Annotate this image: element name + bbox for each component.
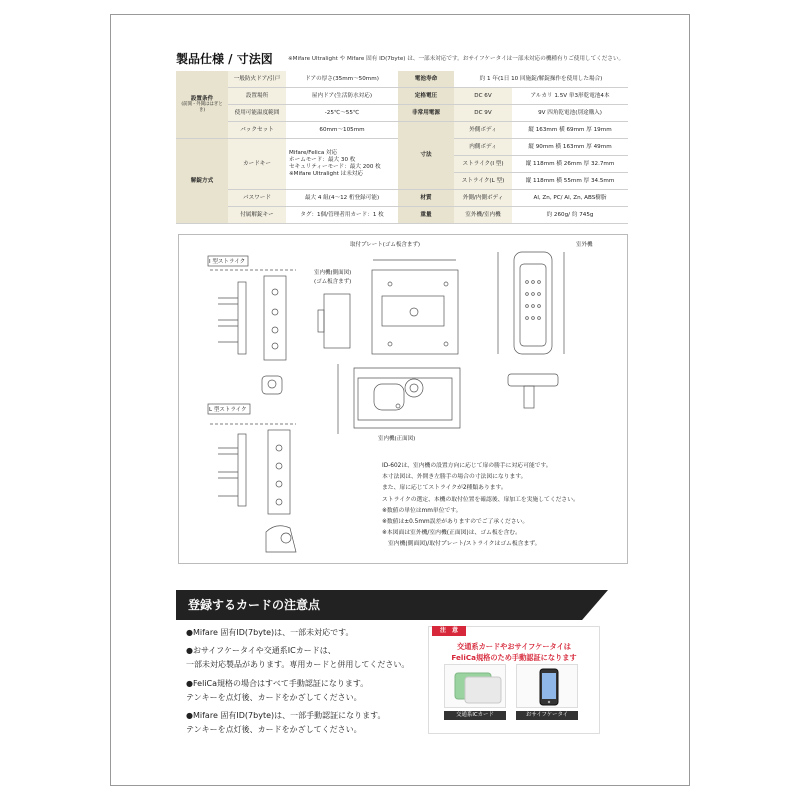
l-strike-label: L 型ストライク bbox=[209, 407, 247, 413]
spec-table bbox=[176, 71, 628, 224]
voltage-value: アルカリ 1.5V 単3形乾電池4本 bbox=[512, 88, 628, 105]
install-label: 設置条件 (前開・外開ははぎとき) bbox=[176, 71, 228, 139]
dim-value: 縦 163mm 横 69mm 厚 19mm bbox=[512, 122, 628, 139]
battery-life-value: 約 1 年(1日 10 回施錠/解錠操作を使用した場合) bbox=[454, 71, 628, 88]
attention-text: 交通系カードやおサイフケータイは FeliCa規格のため手動認証になります bbox=[451, 642, 577, 662]
spec-title: 製品仕様 / 寸法図 bbox=[176, 52, 273, 66]
spec-note: ※Mifare Ultralight や Mifare 固有 ID(7byte) は、一部未対応です。おサイフケータイは一部未対応の機種有りご使用してください。 bbox=[288, 56, 625, 62]
bullet-line: ●Mifare 固有ID(7byte)は、一部手動認証になります。 bbox=[186, 711, 386, 721]
bullet-line: ●Mifare 固有ID(7byte)は、一部未対応です。 bbox=[186, 628, 354, 637]
bullet-line: 一部未対応製品があります。専用カードと併用してください。 bbox=[186, 660, 410, 670]
phone-image bbox=[516, 664, 578, 708]
indoor-side-sub-label: (ゴム板含まず) bbox=[314, 279, 352, 285]
emergency-value: 9V 四角乾電池(別途購入) bbox=[512, 105, 628, 122]
weight-key: 重量 bbox=[398, 207, 454, 224]
note-line: 室内機(側面図)/取付プレート/ストライクはゴム板含まず。 bbox=[388, 541, 541, 548]
note-line: ※本図面は室外機/室内機(正面図)は、ゴム板を含む。 bbox=[382, 530, 521, 537]
battery-life-key: 電池寿命 bbox=[398, 71, 454, 88]
note-line: ID-602は、室内機の設置方向に応じて扉の勝手に対応可能です。 bbox=[382, 463, 552, 469]
dim-value: 縦 90mm 横 163mm 厚 49mm bbox=[512, 139, 628, 156]
weight-part: 室外機/室内機 bbox=[454, 207, 512, 224]
install-key: バックセット bbox=[228, 122, 286, 139]
emergency-key: 非常用電源 bbox=[398, 105, 454, 122]
attention-tag: 注 意 bbox=[432, 626, 466, 636]
install-value: -25℃〜55℃ bbox=[286, 105, 398, 122]
phone-caption: おサイフケータイ bbox=[516, 711, 578, 720]
note-line: ※数値は±0.5mm誤差がありますのでご了承ください。 bbox=[382, 519, 529, 526]
voltage-dc: DC 6V bbox=[454, 88, 512, 105]
dim-part: ストライク(L 型) bbox=[454, 173, 512, 190]
ic-card-caption: 交通系ICカード bbox=[444, 711, 506, 720]
voltage-key: 定格電圧 bbox=[398, 88, 454, 105]
outdoor-label: 室外機 bbox=[576, 242, 593, 248]
phone-icon bbox=[517, 665, 579, 709]
dim-part: 外側ボディ bbox=[454, 122, 512, 139]
bullet-line: テンキーを点灯後、カードをかざしてください。 bbox=[186, 725, 362, 735]
note-line: 本寸法図は、外開き左勝手の場合の寸法図になります。 bbox=[382, 474, 527, 481]
card-key-label: カードキー bbox=[228, 139, 286, 190]
indoor-side-label: 室内機(側面図) bbox=[314, 270, 352, 276]
i-strike-label: I 型ストライク bbox=[209, 259, 246, 265]
bullet-line: テンキーを点灯後、カードをかざしてください。 bbox=[186, 692, 362, 702]
dim-key: 寸法 bbox=[398, 122, 454, 190]
dim-part: 内側ボディ bbox=[454, 139, 512, 156]
install-value: ドアの厚さ(35mm〜50mm) bbox=[286, 71, 398, 88]
material-key: 材質 bbox=[398, 190, 454, 207]
note-line: ※数値の単位はmm単位です。 bbox=[382, 507, 462, 514]
accessory-key: 付属解錠キー bbox=[228, 207, 286, 224]
material-part: 外側/内側ボディ bbox=[454, 190, 512, 207]
bullet-line: ●FeliCa規格の場合はすべて手動認証になります。 bbox=[186, 678, 369, 688]
install-key: 設置場所 bbox=[228, 88, 286, 105]
card-key-value: Mifare/Felica 対応 ホームモード：最大 30 枚 セキュリティーモード：最大 200 枚 ※Mifare Ultralight は未対応 bbox=[286, 139, 398, 190]
accessory-value: タグ：1個/管理者用カード：1 枚 bbox=[286, 207, 398, 224]
password-key: パスワード bbox=[228, 190, 286, 207]
bullet-line: ●おサイフケータイや交通系ICカードは、 bbox=[186, 646, 336, 656]
password-value: 最大 4 組(4〜12 桁登録可能) bbox=[286, 190, 398, 207]
unlock-label: 解錠方式 bbox=[176, 139, 228, 224]
dim-value: 縦 118mm 横 55mm 厚 34.5mm bbox=[512, 173, 628, 190]
ic-card-image bbox=[444, 664, 506, 708]
caution-bullets bbox=[186, 626, 409, 737]
dim-part: ストライク(I 型) bbox=[454, 156, 512, 173]
emergency-dc: DC 9V bbox=[454, 105, 512, 122]
install-value: 屋内ドア(生活防水対応) bbox=[286, 88, 398, 105]
dim-value: 縦 118mm 横 26mm 厚 32.7mm bbox=[512, 156, 628, 173]
note-line: ストライクの選定、本機の取付位置を確認後、扉加工を実施してください。 bbox=[382, 496, 579, 503]
install-key: 使用可能温度範囲 bbox=[228, 105, 286, 122]
plate-label: 取付プレート(ゴム板含まず) bbox=[350, 242, 421, 248]
ic-card-icon bbox=[445, 665, 507, 709]
install-value: 60mm〜105mm bbox=[286, 122, 398, 139]
material-value: Al, Zn, PC/ Al, Zn, ABS樹脂 bbox=[512, 190, 628, 207]
note-line: また、扉に応じてストライクが2種類あります。 bbox=[382, 485, 507, 492]
caution-title: 登録するカードの注意点 bbox=[188, 598, 321, 612]
diagram-notes bbox=[382, 461, 612, 551]
indoor-front-label: 室内機(正面図) bbox=[378, 436, 416, 442]
install-key: 一般防火ドア/引戸 bbox=[228, 71, 286, 88]
weight-value: 約 260g/ 約 745g bbox=[512, 207, 628, 224]
